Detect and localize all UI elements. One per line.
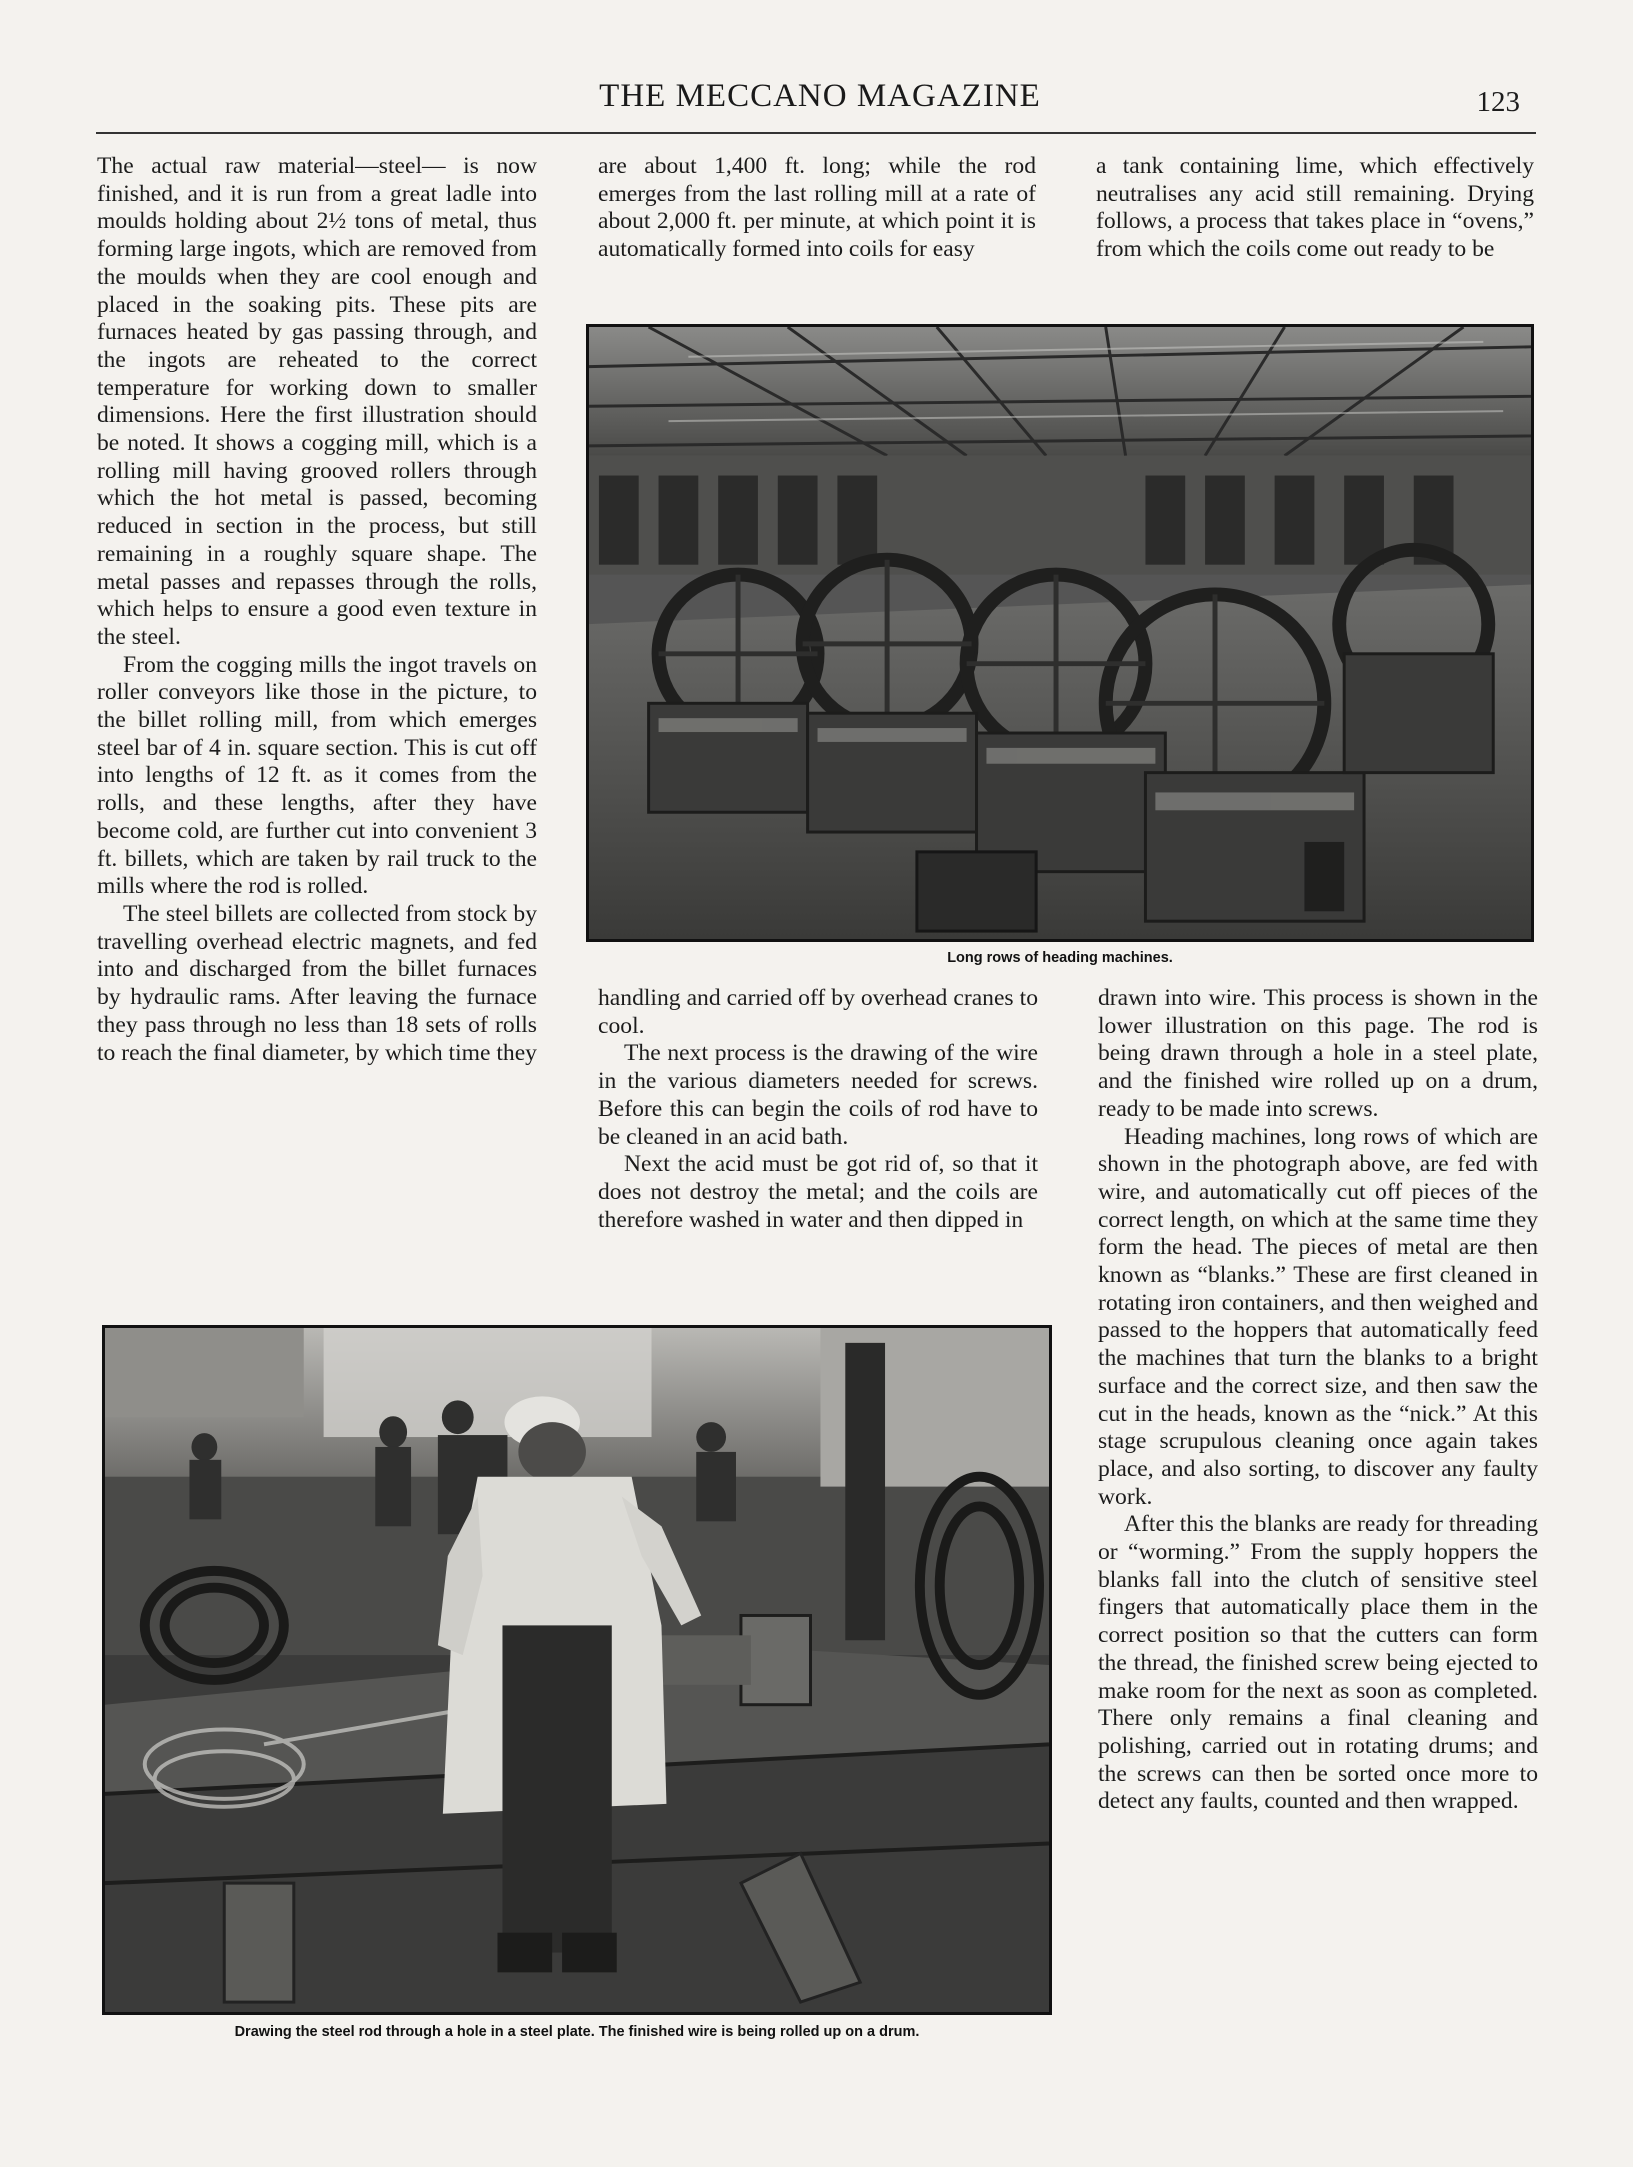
paragraph: Next the acid must be got rid of, so that it does not destroy the metal; and the coils are therefore washed in water and then dipped in xyxy=(598,1151,1038,1233)
heading-machines-photo xyxy=(586,324,1534,942)
paragraph: The next process is the drawing of the wire in the various diameters needed for screws. Before this can begin the coils of rod have to be cleaned in an acid bath. xyxy=(598,1040,1038,1150)
bottom-photo-caption: Drawing the steel rod through a hole in a steel plate. The finished wire is being rolled up on a drum. xyxy=(234,2024,920,2040)
top-photo-caption: Long rows of heading machines. xyxy=(947,950,1173,966)
paragraph: a tank containing lime, which effectively neutralises any acid still remaining. Drying follows, a process that takes place in “ovens,” from which the coils come out ready to be xyxy=(1096,153,1534,263)
magazine-title: THE MECCANO MAGAZINE xyxy=(599,78,1041,114)
column-right-bottom xyxy=(1098,985,1538,1816)
column-left xyxy=(97,153,537,1067)
column-middle-top xyxy=(598,153,1036,264)
heading-machines-image xyxy=(589,327,1531,939)
wire-drawing-image xyxy=(105,1328,1049,2012)
paragraph: From the cogging mills the ingot travels on roller conveyors like those in the picture, to the billet rolling mill, from which emerges steel bar of 4 in. square section. This is cut off into lengths of 12 ft. as it comes from the rolls, and these lengths, after they have become cold, are further cut into convenient 3 ft. billets, which are taken by rail truck to the mills where the rod is rolled. xyxy=(97,651,537,900)
paragraph: are about 1,400 ft. long; while the rod emerges from the last rolling mill at a rate of about 2,000 ft. per minute, at which point it is automatically formed into coils for easy xyxy=(598,153,1036,263)
paragraph: The actual raw material—steel— is now finished, and it is run from a great ladle into moulds holding about 2½ tons of metal, thus forming large ingots, which are removed from the moulds when they are cool enough and placed in the soaking pits. These pits are furnaces heated by gas passing through, and the ingots are reheated to the correct temperature for working down to smaller dimensions. Here the first illustration should be noted. It shows a cogging mill, which is a rolling mill having grooved rollers through which the hot metal is passed, becoming reduced in section in the process, but still remaining in a roughly square shape. The metal passes and repasses through the rolls, which helps to ensure a good even texture in the steel. xyxy=(97,153,537,650)
paragraph: The steel billets are collected from stock by travelling overhead electric magnets, and fed into and discharged from the billet furnaces by hydraulic rams. After leaving the furnace they pass through no less than 18 sets of rolls to reach the final diameter, by which time they xyxy=(97,900,537,1066)
paragraph: After this the blanks are ready for threading or “worming.” From the supply hoppers the blanks fall into the clutch of sensitive steel fingers that automatically place them in the correct position so that the cutters can form the thread, the finished screw being ejected to make room for the next as soon as completed. There only remains a final cleaning and polishing, carried out in rotating drums; and the screws can then be sorted once more to detect any faults, counted and then wrapped. xyxy=(1098,1511,1538,1815)
paragraph: drawn into wire. This process is shown in the lower illustration on this page. The rod is being drawn through a hole in a steel plate, and the finished wire rolled up on a drum, ready to be made into screws. xyxy=(1098,985,1538,1122)
page-number: 123 xyxy=(1476,86,1520,118)
column-middle-bottom xyxy=(598,985,1038,1234)
paragraph: Heading machines, long rows of which are shown in the photograph above, are fed with wire, and automatically cut off pieces of the correct length, on which at the same time they form the head. The pieces of metal are then known as “blanks.” These are first cleaned in rotating iron containers, and then weighed and passed to the hoppers that automatically feed the machines that turn the blanks to a bright surface and the correct size, and then saw the cut in the heads, known as the “nick.” At this stage scrupulous cleaning once again takes place, and also sorting, to discover any faulty work. xyxy=(1098,1123,1538,1510)
column-right-top xyxy=(1096,153,1534,264)
paragraph: handling and carried off by overhead cranes to cool. xyxy=(598,985,1038,1039)
wire-drawing-photo xyxy=(102,1325,1052,2015)
header-rule xyxy=(96,132,1536,134)
